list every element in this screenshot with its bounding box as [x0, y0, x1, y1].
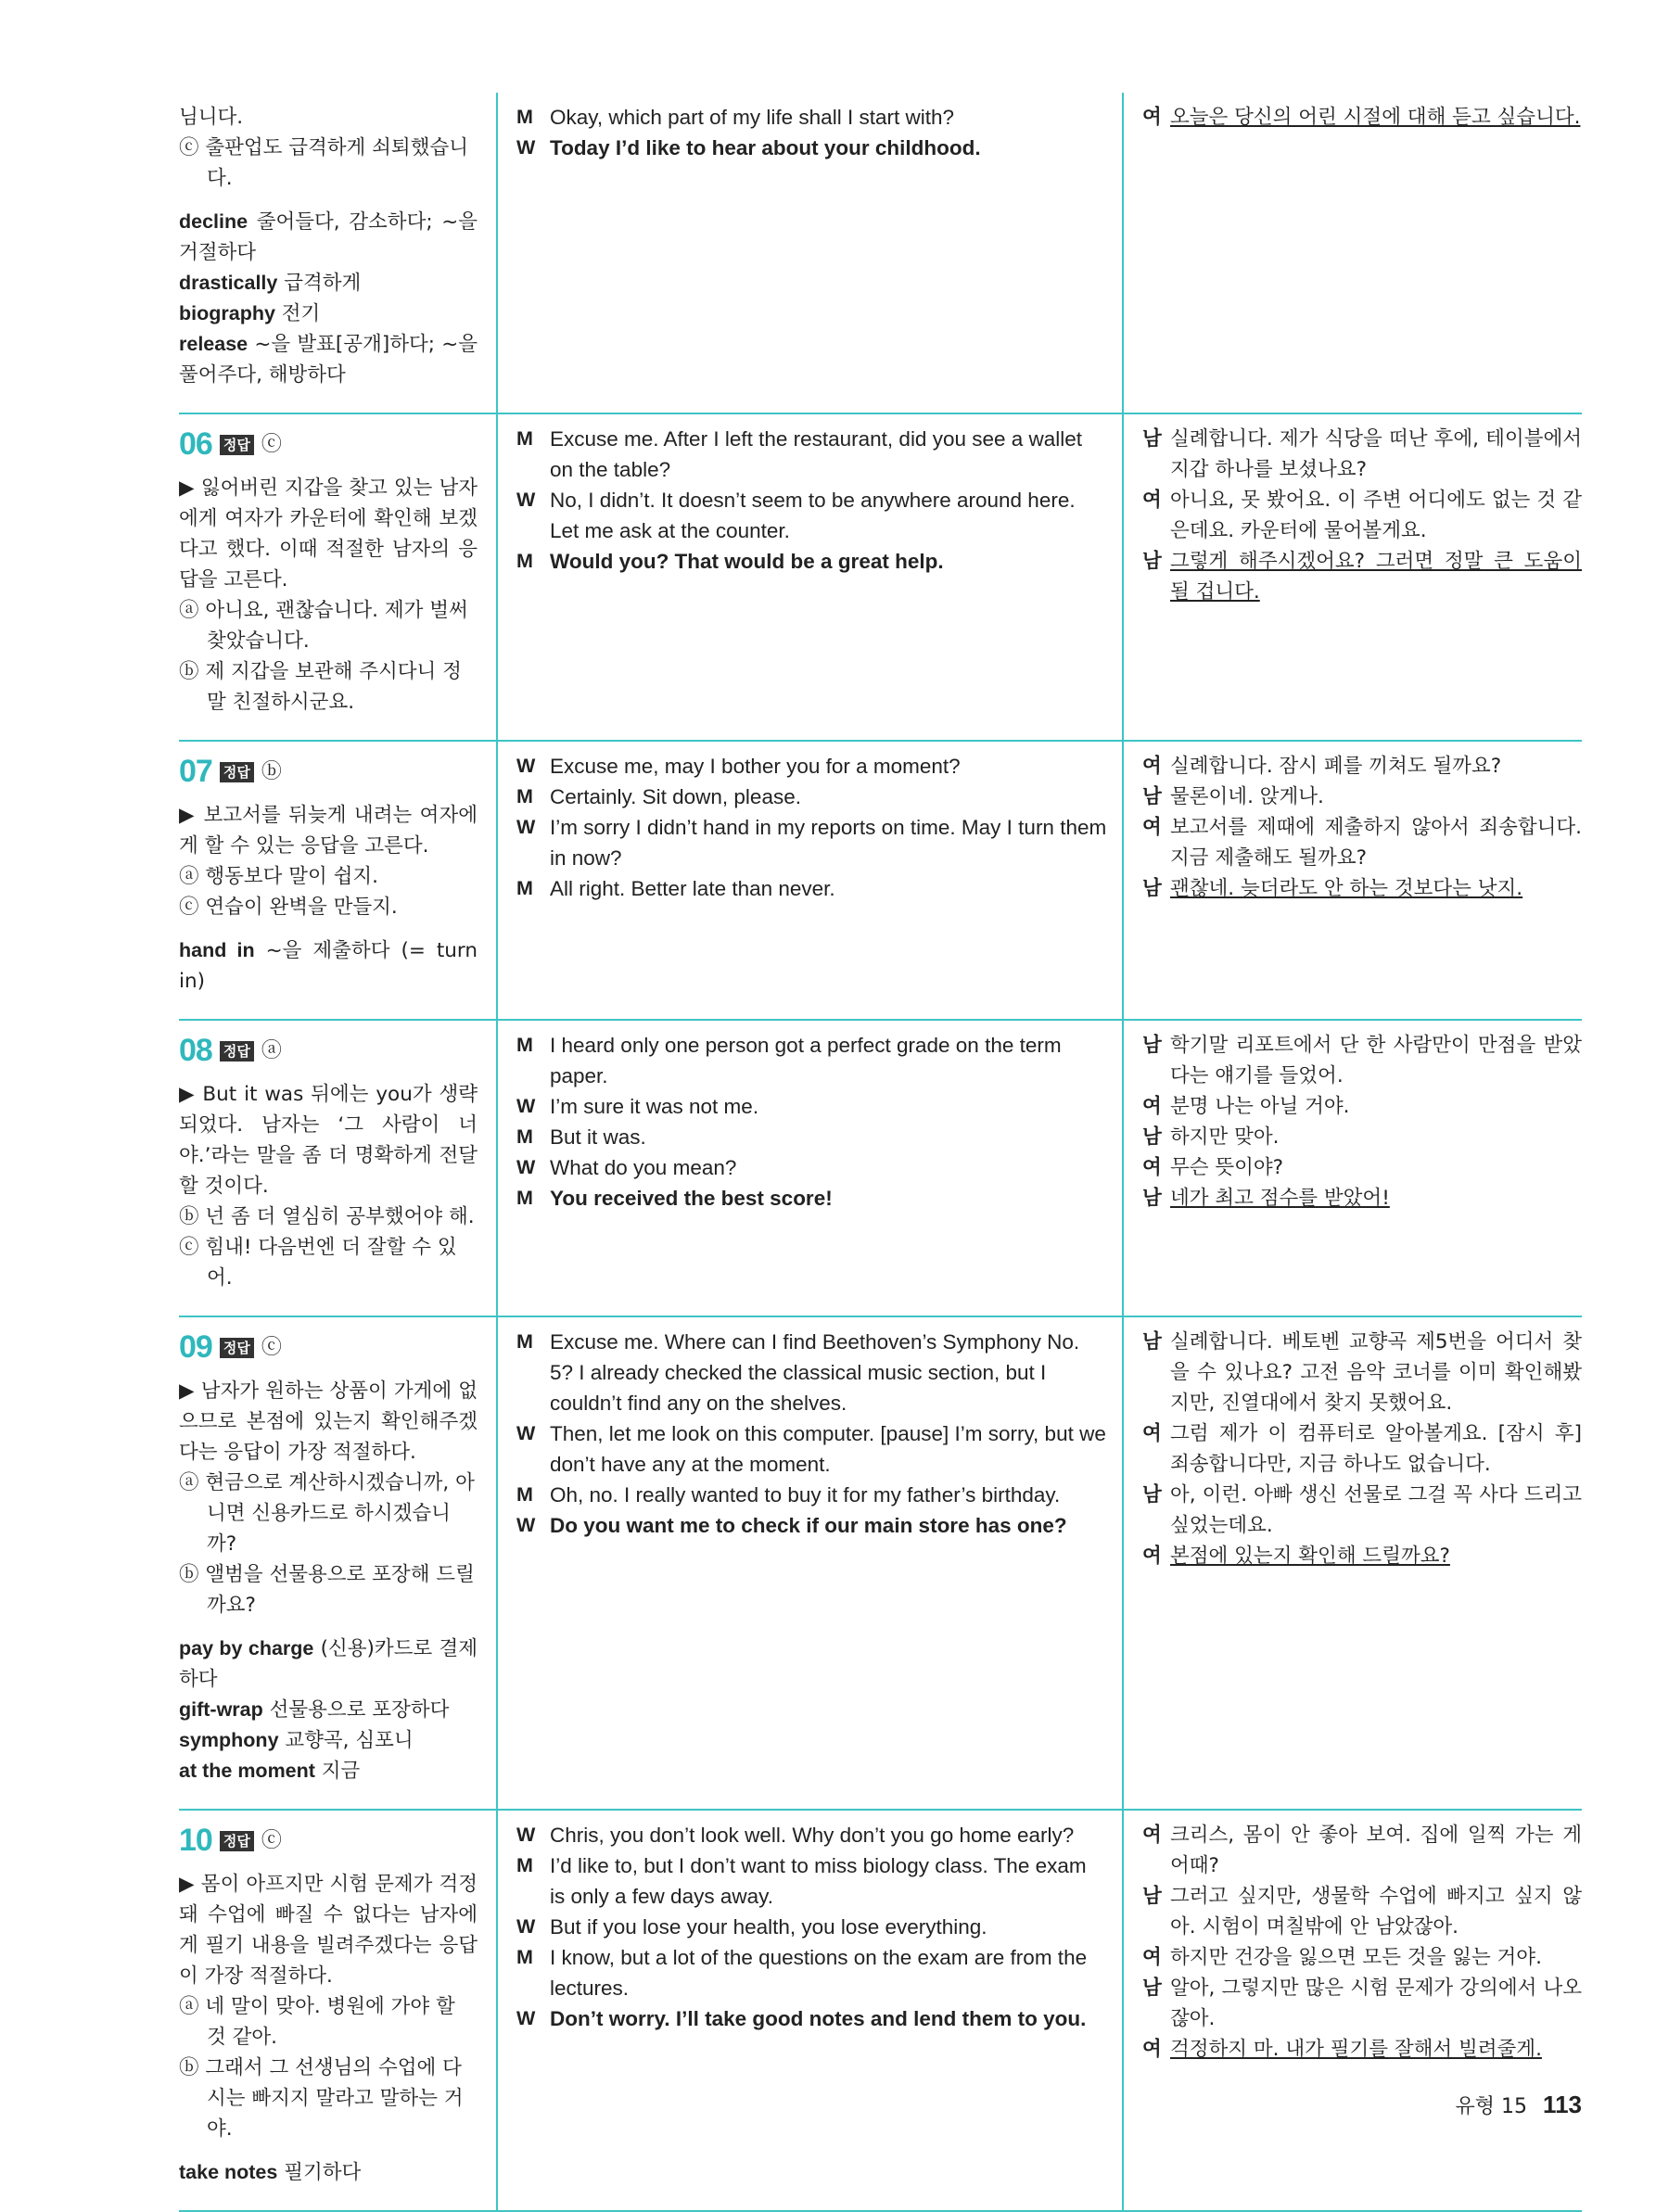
- vocab-item: take notes 필기하다: [179, 2161, 362, 2184]
- vocab-item: at the moment 지금: [179, 1760, 361, 1783]
- vocab-item: biography 전기: [179, 302, 321, 325]
- script-line: M Would you? That would be a great help.: [516, 550, 944, 573]
- translation-line: 여 그럼 제가 이 컴퓨터로 알아볼게요. [잠시 후] 죄송합니다만, 지금 하나도 없습니다.: [1142, 1422, 1582, 1476]
- translation-line: 남 그렇게 해주시겠어요? 그러면 정말 큰 도움이 될 겁니다.: [1142, 550, 1582, 604]
- option-b: ⓑ 앨범을 선물용으로 포장해 드릴까요?: [179, 1563, 475, 1617]
- option-b: ⓑ 제 지갑을 보관해 주시다니 정말 친절하시군요.: [179, 660, 462, 714]
- answer-badge: 정답: [220, 435, 254, 455]
- translation-column: [1122, 742, 1582, 1019]
- translation-line: 여 오늘은 당신의 어린 시절에 대해 듣고 싶습니다.: [1142, 106, 1581, 129]
- translation-line: 여 실례합니다. 잠시 폐를 끼쳐도 될까요?: [1142, 755, 1502, 778]
- vocab-item: release ~을 발표[공개]하다; ~을 풀어주다, 해방하다: [179, 333, 478, 387]
- question-number: 07: [179, 754, 212, 789]
- question-09: [179, 1317, 1582, 1811]
- note-line: 님니다.: [179, 106, 244, 129]
- translation-column: [1122, 1811, 1582, 2210]
- option-c: ⓒ 힘내! 다음번엔 더 잘할 수 있어.: [179, 1236, 457, 1290]
- vocab-item: decline 줄어들다, 감소하다; ~을 거절하다: [179, 210, 478, 264]
- explanation-text: ▶ 보고서를 뒤늦게 내려는 여자에게 할 수 있는 응답을 고른다.: [179, 804, 478, 858]
- vocab-item: gift-wrap 선물용으로 포장하다: [179, 1698, 450, 1722]
- script-line: W I’m sorry I didn’t hand in my reports on time. May I turn them in now?: [516, 816, 1107, 870]
- translation-line: 여 본점에 있는지 확인해 드릴까요?: [1142, 1545, 1450, 1568]
- script-column: [496, 93, 1122, 413]
- option-a: ⓐ 현금으로 계산하시겠습니까, 아니면 신용카드로 하시겠습니까?: [179, 1471, 475, 1556]
- script-line: W What do you mean?: [516, 1156, 737, 1179]
- question-header: [179, 1329, 478, 1365]
- question-header: [179, 426, 478, 462]
- translation-line: 남 괜찮네. 늦더라도 안 하는 것보다는 낫지.: [1142, 877, 1523, 900]
- page-footer: [1456, 2091, 1582, 2119]
- vocab-list: [179, 1634, 478, 1786]
- script-line: M I’d like to, but I don’t want to miss biology class. The exam is only a few days away.: [516, 1854, 1087, 1908]
- translation-column: [1122, 93, 1582, 413]
- translation-line: 여 하지만 건강을 잃으면 모든 것을 잃는 거야.: [1142, 1946, 1542, 1969]
- explanation-column: [179, 93, 496, 413]
- answer-letter: ⓑ: [261, 760, 282, 783]
- script-line: W But if you lose your health, you lose everything.: [516, 1915, 987, 1939]
- answer-badge: 정답: [220, 762, 254, 782]
- question-08: [179, 1021, 1582, 1317]
- answer-badge: 정답: [220, 1831, 254, 1851]
- translation-line: 여 무슨 뜻이야?: [1142, 1156, 1284, 1179]
- option-a: ⓐ 네 말이 맞아. 병원에 가야 할 것 같아.: [179, 1995, 455, 2049]
- translation-line: 남 물론이네. 앉게나.: [1142, 785, 1324, 808]
- translation-line: 남 실례합니다. 베토벤 교향곡 제5번을 어디서 찾을 수 있나요? 고전 음악 코너를 이미 확인해봤지만, 진열대에서 찾지 못했어요.: [1142, 1330, 1582, 1415]
- translation-column: [1122, 1317, 1582, 1809]
- option-c: ⓒ 출판업도 급격하게 쇠퇴했습니다.: [179, 136, 469, 190]
- translation-line: 남 아, 이런. 아빠 생신 선물로 그걸 꼭 사다 드리고 싶었는데요.: [1142, 1483, 1582, 1537]
- script-line: W I’m sure it was not me.: [516, 1095, 759, 1118]
- vocab-item: symphony 교향곡, 심포니: [179, 1729, 414, 1752]
- vocab-list: [179, 207, 478, 390]
- script-column: [496, 1811, 1122, 2210]
- explanation-column: [179, 1021, 496, 1316]
- answer-letter: ⓒ: [261, 1829, 282, 1852]
- script-line: W Do you want me to check if our main store has one?: [516, 1514, 1067, 1537]
- question-number: 08: [179, 1033, 212, 1068]
- script-line: M I know, but a lot of the questions on the exam are from the lectures.: [516, 1946, 1088, 2000]
- script-line: M But it was.: [516, 1125, 646, 1149]
- option-b: ⓑ 넌 좀 더 열심히 공부했어야 해.: [179, 1205, 475, 1228]
- translation-line: 남 그러고 싶지만, 생물학 수업에 빠지고 싶지 않아. 시험이 며칠밖에 안 남았잖아.: [1142, 1885, 1582, 1939]
- explanation-text: ▶ 남자가 원하는 상품이 가게에 없으므로 본점에 있는지 확인해주겠다는 응답이 가장 적절하다.: [179, 1379, 478, 1464]
- vocab-item: hand in ~을 제출하다 (= turn in): [179, 939, 478, 993]
- question-07: [179, 742, 1582, 1021]
- explanation-column: [179, 1811, 496, 2210]
- script-column: [496, 1021, 1122, 1316]
- answer-badge: 정답: [220, 1338, 254, 1358]
- vocab-item: drastically 급격하게: [179, 272, 362, 295]
- question-header: [179, 1033, 478, 1068]
- vocab-list: [179, 2157, 478, 2188]
- explanation-text: ▶ But it was 뒤에는 you가 생략되었다. 남자는 ‘그 사람이 너야.’라는 말을 좀 더 명확하게 전달할 것이다.: [179, 1083, 478, 1198]
- script-line: M You received the best score!: [516, 1187, 833, 1210]
- translation-line: 여 분명 나는 아닐 거야.: [1142, 1095, 1350, 1118]
- explanation-text: ▶ 잃어버린 지갑을 찾고 있는 남자에게 여자가 카운터에 확인해 보겠다고 했다. 이때 적절한 남자의 응답을 고른다.: [179, 477, 478, 591]
- script-line: M I heard only one person got a perfect grade on the term paper.: [516, 1034, 1062, 1087]
- vocab-item: pay by charge (신용)카드로 결제하다: [179, 1637, 478, 1691]
- answer-letter: ⓒ: [261, 433, 282, 456]
- section-label: 유형 15: [1455, 2095, 1528, 2118]
- script-line: M Okay, which part of my life shall I start with?: [516, 106, 954, 129]
- script-line: W Excuse me, may I bother you for a moment?: [516, 755, 961, 778]
- question-number: 09: [179, 1329, 212, 1365]
- answer-letter: ⓒ: [261, 1336, 282, 1359]
- question-header: [179, 756, 478, 787]
- answer-letter: ⓐ: [261, 1039, 282, 1062]
- question-number: 10: [179, 1823, 212, 1858]
- translation-column: [1122, 1021, 1582, 1316]
- translation-line: 남 네가 최고 점수를 받았어!: [1142, 1187, 1390, 1210]
- translation-line: 남 학기말 리포트에서 단 한 사람만이 만점을 받았다는 얘기를 들었어.: [1142, 1034, 1582, 1087]
- translation-column: [1122, 414, 1582, 740]
- option-c: ⓒ 연습이 완벽을 만들지.: [179, 896, 398, 919]
- script-column: [496, 414, 1122, 740]
- script-column: [496, 742, 1122, 1019]
- explanation-text: ▶ 몸이 아프지만 시험 문제가 걱정돼 수업에 빠질 수 없다는 남자에게 필기 내용을 빌려주겠다는 응답이 가장 적절하다.: [179, 1873, 478, 1988]
- translation-line: 여 아니요, 못 봤어요. 이 주변 어디에도 없는 것 같은데요. 카운터에 물어볼게요.: [1142, 489, 1582, 542]
- option-b: ⓑ 그래서 그 선생님의 수업에 다시는 빠지지 말라고 말하는 거야.: [179, 2056, 464, 2141]
- vocab-list: [179, 935, 478, 997]
- question-10: [179, 1811, 1582, 2212]
- answer-page: [179, 93, 1582, 2212]
- script-line: M Oh, no. I really wanted to buy it for my father’s birthday.: [516, 1483, 1061, 1506]
- script-line: W Then, let me look on this computer. [pause] I’m sorry, but we don’t have any at the moment.: [516, 1422, 1106, 1476]
- script-line: M Certainly. Sit down, please.: [516, 785, 801, 808]
- row-continuation: [179, 93, 1582, 414]
- translation-line: 남 하지만 맞아.: [1142, 1125, 1280, 1149]
- explanation-column: [179, 414, 496, 740]
- option-a: ⓐ 아니요, 괜찮습니다. 제가 벌써 찾았습니다.: [179, 599, 468, 653]
- script-line: M Excuse me. Where can I find Beethoven’s Symphony No. 5? I already checked the classical music section, but I couldn’t find any on the shelves.: [516, 1330, 1080, 1415]
- script-line: W Chris, you don’t look well. Why don’t you go home early?: [516, 1824, 1075, 1847]
- question-header: [179, 1825, 478, 1856]
- script-line: M All right. Better late than never.: [516, 877, 835, 900]
- option-a: ⓐ 행동보다 말이 쉽지.: [179, 865, 378, 888]
- script-line: W Today I’d like to hear about your childhood.: [516, 136, 981, 159]
- question-06: [179, 414, 1582, 742]
- script-line: W No, I didn’t. It doesn’t seem to be anywhere around here. Let me ask at the counter.: [516, 489, 1076, 542]
- script-column: [496, 1317, 1122, 1809]
- answer-badge: 정답: [220, 1041, 254, 1062]
- translation-line: 여 크리스, 몸이 안 좋아 보여. 집에 일찍 가는 게 어때?: [1142, 1824, 1582, 1877]
- explanation-column: [179, 742, 496, 1019]
- question-number: 06: [179, 426, 212, 462]
- translation-line: 여 걱정하지 마. 내가 필기를 잘해서 빌려줄게.: [1142, 2038, 1542, 2061]
- page-number: 113: [1543, 2091, 1582, 2118]
- script-line: W Don’t worry. I’ll take good notes and lend them to you.: [516, 2007, 1087, 2030]
- translation-line: 남 알아, 그렇지만 많은 시험 문제가 강의에서 나오잖아.: [1142, 1977, 1582, 2030]
- translation-line: 남 실례합니다. 제가 식당을 떠난 후에, 테이블에서 지갑 하나를 보셨나요?: [1142, 427, 1582, 481]
- script-line: M Excuse me. After I left the restaurant, did you see a wallet on the table?: [516, 427, 1083, 481]
- translation-line: 여 보고서를 제때에 제출하지 않아서 죄송합니다. 지금 제출해도 될까요?: [1142, 816, 1582, 870]
- explanation-column: [179, 1317, 496, 1809]
